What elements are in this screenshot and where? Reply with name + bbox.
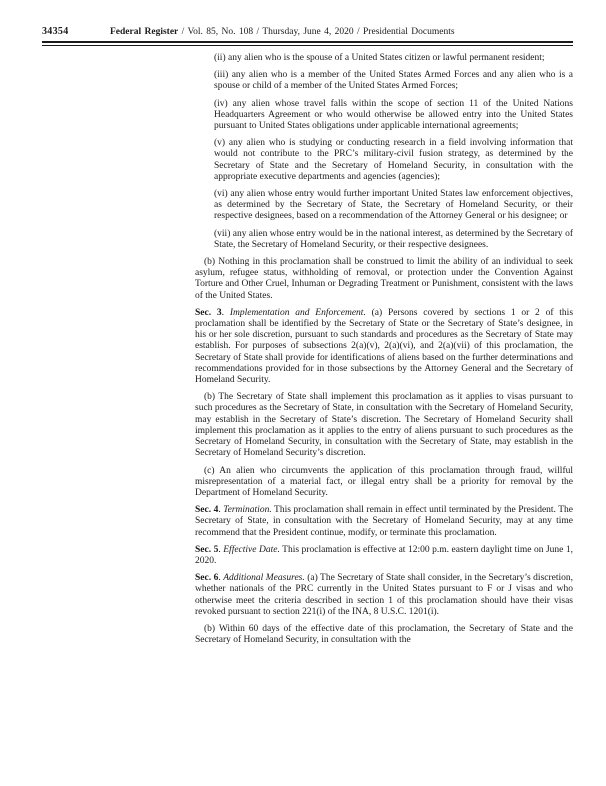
paragraph-segment: (vi) any alien whose entry would further important United States law enforcement objectives, as determined by the Secretary of State, the Secretary of Homeland Security, or their respective designees, based on a recommendation of the Attorney General or his designee; or [214, 189, 573, 222]
paragraph [195, 466, 573, 500]
paragraph-segment: This proclamation shall remain in effect until terminated by the President. The Secretary of State, in consultation with the Secretary of Homeland Security, may at any time recommend that the President continue, modify, or terminate this proclamation. [195, 505, 574, 538]
paragraph-segment: (b) Nothing in this proclamation shall be construed to limit the ability of an individual to seek asylum, refugee status, withholding of removal, or protection under the Convention Against Torture and Other Cruel, Inhuman or Degrading Treatment or Punishment, consistent with the laws of the United States. [195, 257, 573, 301]
page-number: 34354 [42, 26, 69, 37]
paragraph [214, 99, 573, 133]
header-publication-name: Federal Register [110, 27, 179, 37]
paragraph [195, 624, 573, 646]
paragraph [214, 189, 573, 223]
paragraph [214, 229, 573, 251]
paragraph [195, 308, 573, 386]
paragraph-segment: . [218, 505, 224, 516]
paragraph-segment: (c) An alien who circumvents the application of this proclamation through fraud, willful misrepresentation of a material fact, or illegal entry shall be a priority for removal by the Department of Homeland Security. [195, 465, 573, 498]
paragraph [214, 138, 573, 183]
paragraph-segment: Implementation and Enforcement. [229, 307, 366, 318]
paragraph [195, 573, 573, 618]
paragraph-segment: This proclamation is effective at 12:00 p.m. eastern daylight time on June 1, 2020. [195, 544, 573, 566]
paragraph [195, 392, 573, 459]
paragraph-segment: Sec. 6 [195, 573, 219, 584]
header-title [110, 27, 455, 37]
paragraph-segment: (ii) any alien who is the spouse of a United States citizen or lawful permanent resident; [214, 53, 545, 63]
paragraph-segment: Effective Date. [223, 544, 280, 555]
paragraph [214, 70, 573, 92]
paragraph-segment: . [221, 307, 230, 318]
paragraph-segment: (a) The Secretary of State shall consider, in the Secretary’s discretion, whether nationals of the PRC currently in the United States pursuant to F or J visas and who otherwise meet the criteria described in section 1 of this proclamation should have their visas revoked pursuant to section 221(i) of the INA, 8 U.S.C. 1201(i). [195, 573, 574, 617]
paragraph [195, 257, 573, 302]
paragraph-segment: . [218, 573, 224, 584]
paragraph-segment: Sec. 4 [195, 505, 219, 516]
paragraph [214, 53, 573, 64]
paragraph-segment: Additional Measures. [223, 573, 305, 584]
paragraph-segment: Sec. 5 [195, 544, 219, 555]
paragraph [195, 505, 573, 539]
paragraph-segment: (v) any alien who is studying or conducting research in a field involving information that would not contribute to the PRC’s military-civil fusion strategy, as determined by the Secretary of State and the Secretary of Homeland Security, in consultation with the appropriate executive departments and agencies (agencies); [214, 138, 573, 182]
paragraph-segment: . [218, 544, 224, 555]
paragraph-segment: (a) Persons covered by sections 1 or 2 of this proclamation shall be identified by the Secretary of State or the Secretary of State’s designee, in his or her sole discretion, pursuant to such standards and procedures as the Secretary of State may establish. For purposes of subsections 2(a)(v), 2(a)(vi), and 2(a)(vii) of this proclamation, the Secretary of State shall provide for identifications of aliens based on the further determinations and recommendations provided for in those subsections by the Attorney General and the Secretary of Homeland Security. [195, 307, 574, 386]
paragraph-segment: (b) The Secretary of State shall implement this proclamation as it applies to visas pursuant to such procedures as the Secretary of State, in consultation with the Secretary of Homeland Security, may establish in the Secretary of State’s discretion. The Secretary of Homeland Security shall implement this proclamation as it applies to the entry of aliens pursuant to such procedures as the Secretary of Homeland Security, in consultation with the Secretary of State, may establish in the Secretary of Homeland Security’s discretion. [195, 392, 573, 459]
header-rule [42, 41, 573, 46]
paragraph-segment: Termination. [223, 505, 272, 516]
paragraph-segment: (b) Within 60 days of the effective date of this proclamation, the Secretary of State and the Secretary of Homeland Security, in consultation with the [195, 623, 573, 646]
paragraph-segment: (iv) any alien whose travel falls within the scope of section 11 of the United Nations Headquarters Agreement or who would otherwise be allowed entry into the United States pursuant to United States obligations under applicable international agreements; [214, 98, 573, 132]
paragraph-segment: (iii) any alien who is a member of the United States Armed Forces and any alien who is a spouse or child of a member of the United States Armed Forces; [214, 70, 573, 92]
paragraph-segment: Sec. 3 [195, 307, 222, 318]
document-body [195, 53, 573, 646]
paragraph-segment: (vii) any alien whose entry would be in the national interest, as determined by the Secretary of State, the Secretary of Homeland Security, or their respective designees. [214, 228, 573, 250]
paragraph [195, 545, 573, 567]
header-volume-date: / Vol. 85, No. 108 / Thursday, June 4, 2020 / Presidential Documents [178, 27, 455, 37]
